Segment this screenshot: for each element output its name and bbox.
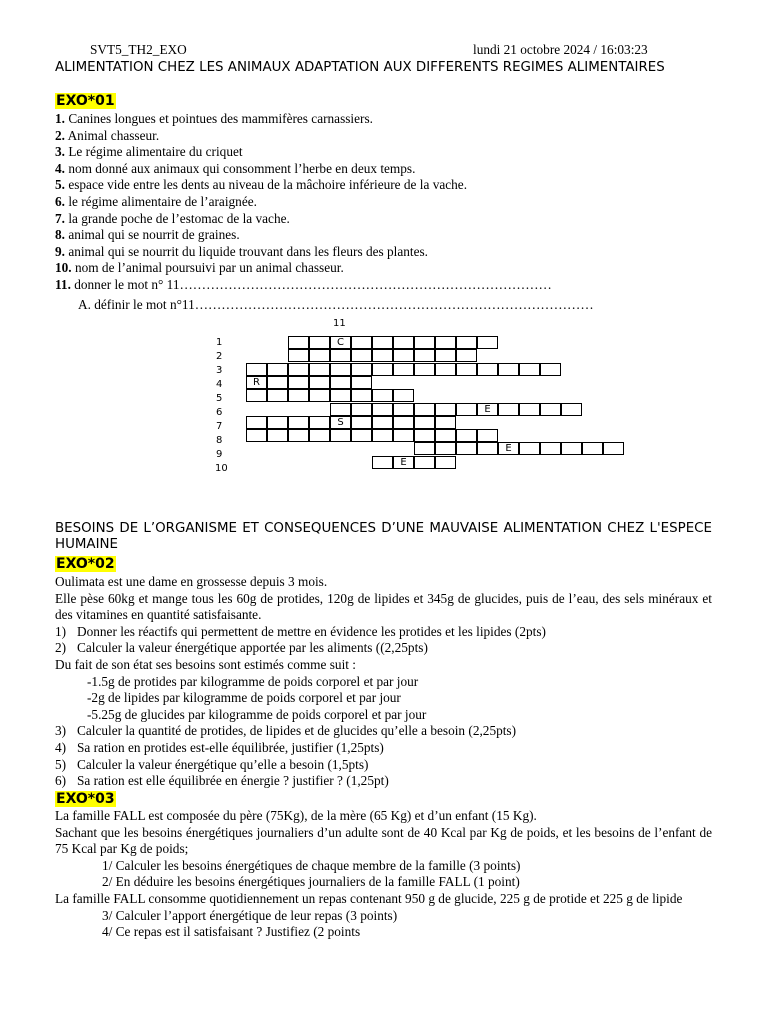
crossword-row-number: 4 (216, 379, 223, 390)
crossword-cell (372, 456, 393, 469)
exo03-body (55, 808, 712, 941)
crossword-cell (330, 349, 351, 362)
crossword-cell (393, 363, 414, 376)
crossword-cell (246, 429, 267, 442)
exo03-q2: 2/ En déduire les besoins énergétiques journaliers de la famille FALL (1 point) (102, 874, 520, 890)
question-number: 1) (55, 623, 67, 639)
exo02-body (55, 574, 712, 790)
crossword-row-number: 7 (216, 421, 223, 432)
crossword-cell (288, 389, 309, 402)
crossword-row-number: 10 (215, 463, 228, 474)
exo03-q3: 3/ Calculer l’apport énergétique de leur repas (3 points) (102, 907, 398, 923)
question-text: nom de l’animal poursuivi par un animal chasseur. (74, 260, 344, 276)
crossword-cell (519, 363, 540, 376)
question-item (55, 144, 712, 161)
crossword-cell (393, 389, 414, 402)
crossword-cell (246, 363, 267, 376)
question-text: Calculer la quantité de protides, de lipides et de glucides qu’elle a besoin (2,25pts) (77, 723, 517, 739)
question-text: Sa ration en protides est-elle équilibrée, justifier (1,25pts) (77, 739, 384, 755)
question-number: 9. (55, 243, 65, 259)
question-text: espace vide entre les dents au niveau de la mâchoire inférieure de la vache. (68, 177, 468, 193)
crossword-cell (372, 429, 393, 442)
question-number: 6) (55, 773, 67, 789)
crossword-cell (246, 389, 267, 402)
question-number: 6. (55, 193, 65, 209)
question-number: 2) (55, 640, 67, 656)
question-number: 3) (55, 723, 67, 739)
question-text: Animal chasseur. (67, 127, 160, 143)
crossword-cell (351, 389, 372, 402)
crossword-cell-letter: S (330, 416, 351, 429)
crossword-row-number: 1 (216, 337, 223, 348)
crossword-cell (393, 429, 414, 442)
exo03-intro3: La famille FALL consomme quotidiennement un repas contenant 950 g de glucide, 225 g de protide et 225 g de lipide (55, 890, 683, 906)
exo02-needs-intro: Du fait de son état ses besoins sont estimés comme suit : (55, 656, 356, 672)
crossword-cell (456, 403, 477, 416)
exo02-questions-a (55, 624, 712, 657)
question-text: la grande poche de l’estomac de la vache. (68, 210, 290, 226)
question-text: Calculer la valeur énergétique qu’elle a besoin (1,5pts) (77, 756, 369, 772)
crossword-row-number: 2 (216, 351, 223, 362)
question-item (55, 773, 712, 790)
exo01-label-wrap (55, 93, 712, 110)
crossword-cell (498, 363, 519, 376)
crossword-cell-letter: C (330, 336, 351, 349)
crossword-cell (309, 349, 330, 362)
crossword-cell (372, 336, 393, 349)
question-item (55, 177, 712, 194)
crossword-cell (561, 403, 582, 416)
crossword-cell-letter: E (498, 442, 519, 455)
crossword-cell (414, 336, 435, 349)
crossword-cell (267, 363, 288, 376)
question-text: animal qui se nourrit de graines. (68, 227, 240, 243)
crossword-cell-letter: R (246, 376, 267, 389)
crossword-cell (351, 416, 372, 429)
crossword-cell (288, 376, 309, 389)
crossword-row-number: 8 (216, 435, 223, 446)
question-item (55, 640, 712, 657)
crossword-cell (351, 349, 372, 362)
crossword-cell (414, 403, 435, 416)
crossword-cell (519, 403, 540, 416)
crossword-cell (435, 456, 456, 469)
section2-heading: BESOINS DE L’ORGANISME ET CONSEQUENCES D’UNE MAUVAISE ALIMENTATION CHEZ L'ESPECE HUMAINE (55, 521, 712, 552)
question-number: 5) (55, 756, 67, 772)
crossword-cell (330, 363, 351, 376)
crossword-cell (351, 376, 372, 389)
question-item (55, 128, 712, 145)
crossword-cell (519, 442, 540, 455)
document-code: SVT5_TH2_EXO (90, 42, 187, 57)
question-number: 4) (55, 739, 67, 755)
crossword-cell (435, 416, 456, 429)
crossword-cell (372, 349, 393, 362)
crossword-cell (288, 349, 309, 362)
crossword-row-number: 6 (216, 407, 223, 418)
crossword-cell (582, 442, 603, 455)
need-item: -5.25g de glucides par kilogramme de poids corporel et par jour (87, 706, 427, 722)
crossword-column-label: 11 (333, 318, 346, 329)
crossword-cell (393, 416, 414, 429)
question-number: 1. (55, 111, 65, 126)
crossword-cell (414, 363, 435, 376)
question-number: 5. (55, 177, 65, 193)
crossword-row-number: 9 (216, 449, 223, 460)
crossword-cell (456, 442, 477, 455)
question-number: 8. (55, 227, 65, 243)
crossword-cell (456, 363, 477, 376)
question-text: Canines longues et pointues des mammifères carnassiers. (68, 111, 373, 126)
crossword-cell (372, 363, 393, 376)
question-item (55, 227, 712, 244)
question-item (55, 211, 712, 228)
question-number: 7. (55, 210, 65, 226)
crossword-cell (477, 429, 498, 442)
crossword-cell (435, 349, 456, 362)
question-item (55, 723, 712, 740)
crossword-cell (267, 376, 288, 389)
question-text: nom donné aux animaux qui consomment l’herbe en deux temps. (68, 160, 416, 176)
exo01-subitem: A. définir le mot n°11……………………………………………………………………………… (78, 297, 594, 312)
crossword-cell (351, 363, 372, 376)
crossword-cell (288, 336, 309, 349)
exo01-label: EXO*01 (56, 93, 115, 109)
crossword-cell (309, 429, 330, 442)
crossword-cell (498, 403, 519, 416)
exo03-q4: 4/ Ce repas est il satisfaisant ? Justifiez (2 points (102, 924, 361, 940)
crossword-cell (330, 429, 351, 442)
exo02-label: EXO*02 (56, 556, 115, 572)
crossword-cell (372, 403, 393, 416)
question-text: Sa ration est elle équilibrée en énergie ? justifier ? (1,25pt) (77, 773, 389, 789)
crossword-row-number: 5 (216, 393, 223, 404)
crossword-cell (372, 416, 393, 429)
crossword-cell (456, 349, 477, 362)
question-item (55, 194, 712, 211)
crossword-cell (477, 336, 498, 349)
crossword-cell (288, 363, 309, 376)
crossword-cell (414, 429, 435, 442)
crossword-cell (309, 376, 330, 389)
crossword-cell (435, 403, 456, 416)
question-number: 2. (55, 127, 65, 143)
question-item (55, 740, 712, 757)
crossword-cell (561, 442, 582, 455)
exo02-intro2: Elle pèse 60kg et mange tous les 60g de protides, 120g de lipides et 345g de glucides, puis de l’eau, des sels minéraux et des vitamines en quantité satisfaisante. (55, 590, 712, 623)
crossword-cell (414, 349, 435, 362)
question-item (55, 244, 712, 261)
crossword-cell (309, 336, 330, 349)
crossword-cell (330, 403, 351, 416)
exo02-label-wrap (55, 556, 712, 573)
question-text: le régime alimentaire de l’araignée. (68, 193, 257, 209)
exo03-label: EXO*03 (56, 791, 115, 807)
crossword-cell (435, 429, 456, 442)
section1-heading: ALIMENTATION CHEZ LES ANIMAUX ADAPTATION AUX DIFFERENTS REGIMES ALIMENTAIRES (55, 60, 665, 75)
question-text: Le régime alimentaire du criquet (68, 144, 243, 160)
crossword-cell (351, 403, 372, 416)
crossword-cell (435, 363, 456, 376)
question-item (55, 111, 712, 128)
crossword-cell (351, 429, 372, 442)
crossword-cell (603, 442, 624, 455)
crossword-cell (309, 389, 330, 402)
exo03-label-wrap (55, 791, 712, 808)
question-number: 11. (55, 276, 71, 292)
crossword-cell (393, 336, 414, 349)
crossword-cell-letter: E (477, 403, 498, 416)
crossword-cell (540, 363, 561, 376)
crossword-cell (393, 349, 414, 362)
exo02-intro1: Oulimata est une dame en grossesse depuis 3 mois. (55, 574, 328, 589)
crossword-cell (288, 429, 309, 442)
question-text: animal qui se nourrit du liquide trouvant dans les fleurs des plantes. (68, 243, 428, 259)
question-item (55, 277, 712, 294)
crossword-cell (435, 336, 456, 349)
crossword-cell (477, 442, 498, 455)
crossword-cell (435, 442, 456, 455)
crossword-cell (288, 416, 309, 429)
crossword-cell (414, 416, 435, 429)
crossword-cell-letter: E (393, 456, 414, 469)
crossword-cell (456, 429, 477, 442)
crossword-cell (267, 389, 288, 402)
question-text: Donner les réactifs qui permettent de mettre en évidence les protides et les lipides (2pts) (77, 623, 546, 639)
crossword-cell (393, 403, 414, 416)
crossword-cell (330, 376, 351, 389)
crossword-cell (309, 363, 330, 376)
exo02-needs-list (55, 674, 712, 724)
crossword-cell (477, 363, 498, 376)
exo03-intro2: Sachant que les besoins énergétiques journaliers d’un adulte sont de 40 Kcal par Kg de poids, et les besoins de l’enfant de 75 Kcal par Kg de poids; (55, 824, 712, 857)
exo03-intro1: La famille FALL est composée du père (75Kg), de la mère (65 Kg) et d’un enfant (15 Kg). (55, 808, 537, 823)
crossword-row-number: 3 (216, 365, 223, 376)
crossword-cell (267, 429, 288, 442)
crossword-cell (351, 336, 372, 349)
exo01-question-list (55, 111, 712, 294)
question-number: 4. (55, 160, 65, 176)
question-item (55, 161, 712, 178)
crossword-cell (414, 456, 435, 469)
crossword-cell (540, 403, 561, 416)
question-text: Calculer la valeur énergétique apportée par les aliments ((2,25pts) (77, 640, 428, 656)
crossword-cell (414, 442, 435, 455)
crossword-cell (540, 442, 561, 455)
crossword-cell (372, 389, 393, 402)
document-datetime: lundi 21 octobre 2024 / 16:03:23 (473, 42, 648, 57)
crossword-grid (200, 316, 580, 478)
crossword-cell (267, 416, 288, 429)
crossword-cell (330, 389, 351, 402)
crossword-cell (309, 416, 330, 429)
question-number: 3. (55, 144, 65, 160)
crossword-cell (456, 336, 477, 349)
question-number: 10. (55, 260, 72, 276)
question-item (55, 757, 712, 774)
exo02-questions-b (55, 723, 712, 789)
exo03-q1: 1/ Calculer les besoins énergétiques de chaque membre de la famille (3 points) (102, 857, 521, 873)
need-item: -1.5g de protides par kilogramme de poids corporel et par jour (87, 673, 419, 689)
question-text: donner le mot n° 11………………………………………………………………………… (74, 276, 552, 292)
need-item: -2g de lipides par kilogramme de poids corporel et par jour (87, 690, 401, 706)
question-item (55, 260, 712, 277)
crossword-cell (246, 416, 267, 429)
question-item (55, 624, 712, 641)
